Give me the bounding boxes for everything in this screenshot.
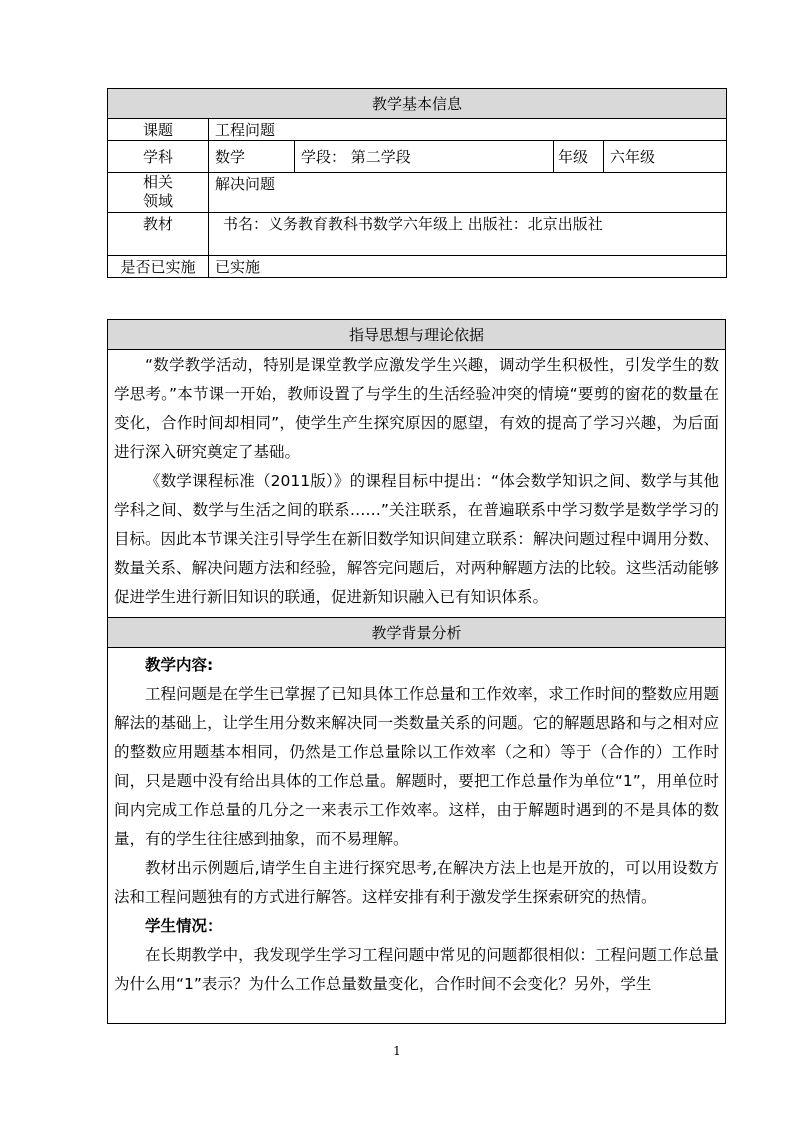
- guiding-thought-title: 指导思想与理论依据: [108, 320, 726, 350]
- students-paragraph-1: 在长期教学中，我发现学生学习工程问题中常见的问题都很相似：工程问题工作总量为什么用“1”表示？为什么工作总量数量变化，合作时间不会变化？另外，学生: [114, 946, 719, 993]
- textbook-value: 书名：义务教育教科书数学六年级上 出版社：北京出版社: [209, 213, 727, 256]
- basic-info-table: [107, 88, 727, 278]
- basic-info-title: 教学基本信息: [108, 89, 727, 119]
- students-heading: 学生情况：: [145, 917, 223, 935]
- grade-label: 年级: [554, 141, 604, 173]
- related-field-label-line1: 相关: [142, 173, 173, 191]
- guiding-thought-body: [108, 350, 726, 631]
- teaching-background-table: [107, 617, 726, 1024]
- teaching-background-title: 教学背景分析: [108, 618, 726, 648]
- stage-text: 学段： 第二学段: [295, 141, 554, 173]
- related-field-value: 解决问题: [209, 173, 727, 213]
- guiding-thought-table: [107, 319, 726, 631]
- textbook-label: 教材: [108, 213, 209, 256]
- page-number: 1: [393, 1044, 401, 1058]
- related-field-label: [108, 173, 209, 213]
- guiding-paragraph-2: 《数学课程标准（2011版）》的课程目标中提出：“体会数学知识之间、数学与其他学科之间、数学与生活之间的联系……”关注联系，在普遍联系中学习数学是数学学习的目标。因此本节课关注引导学生在新旧数学知识间建立联系：解决问题过程中调用分数、数量关系、解决问题方法和经验，解答完问题后，对两种解题方法的比较。这些活动能够促进学生进行新旧知识的联通，促进新知识融入已有知识体系。: [114, 472, 719, 606]
- implemented-label: 是否已实施: [108, 256, 209, 278]
- content-heading: 教学内容:: [145, 656, 214, 674]
- topic-value: 工程问题: [209, 119, 727, 141]
- teaching-background-body: [108, 648, 726, 1024]
- guiding-paragraph-1: “数学教学活动，特别是课堂教学应激发学生兴趣，调动学生积极性，引发学生的数学思考。”本节课一开始，教师设置了与学生的生活经验冲突的情境“要剪的窗花的数量在变化，合作时间却相同”，使学生产生探究原因的愿望，有效的提高了学习兴趣，为后面进行深入研究奠定了基础。: [114, 356, 719, 461]
- topic-label: 课题: [108, 119, 209, 141]
- grade-value: 六年级: [604, 141, 727, 173]
- implemented-value: 已实施: [209, 256, 727, 278]
- subject-label: 学科: [108, 141, 209, 173]
- related-field-label-line2: 领域: [142, 192, 173, 210]
- subject-value: 数学: [209, 141, 295, 173]
- content-paragraph-2: 教材出示例题后,请学生自主进行探究思考,在解决方法上也是开放的，可以用设数方法和工程问题独有的方式进行解答。这样安排有利于激发学生探索研究的热情。: [114, 859, 719, 906]
- content-paragraph-1: 工程问题是在学生已掌握了已知具体工作总量和工作效率，求工作时间的整数应用题解法的基础上，让学生用分数来解决同一类数量关系的问题。它的解题思路和与之相对应的整数应用题基本相同，仍然是工作总量除以工作效率（之和）等于（合作的）工作时间，只是题中没有给出具体的工作总量。解题时，要把工作总量作为单位“1”，用单位时间内完成工作总量的几分之一来表示工作效率。这样，由于解题时遇到的不是具体的数量，有的学生往往感到抽象，而不易理解。: [114, 685, 719, 848]
